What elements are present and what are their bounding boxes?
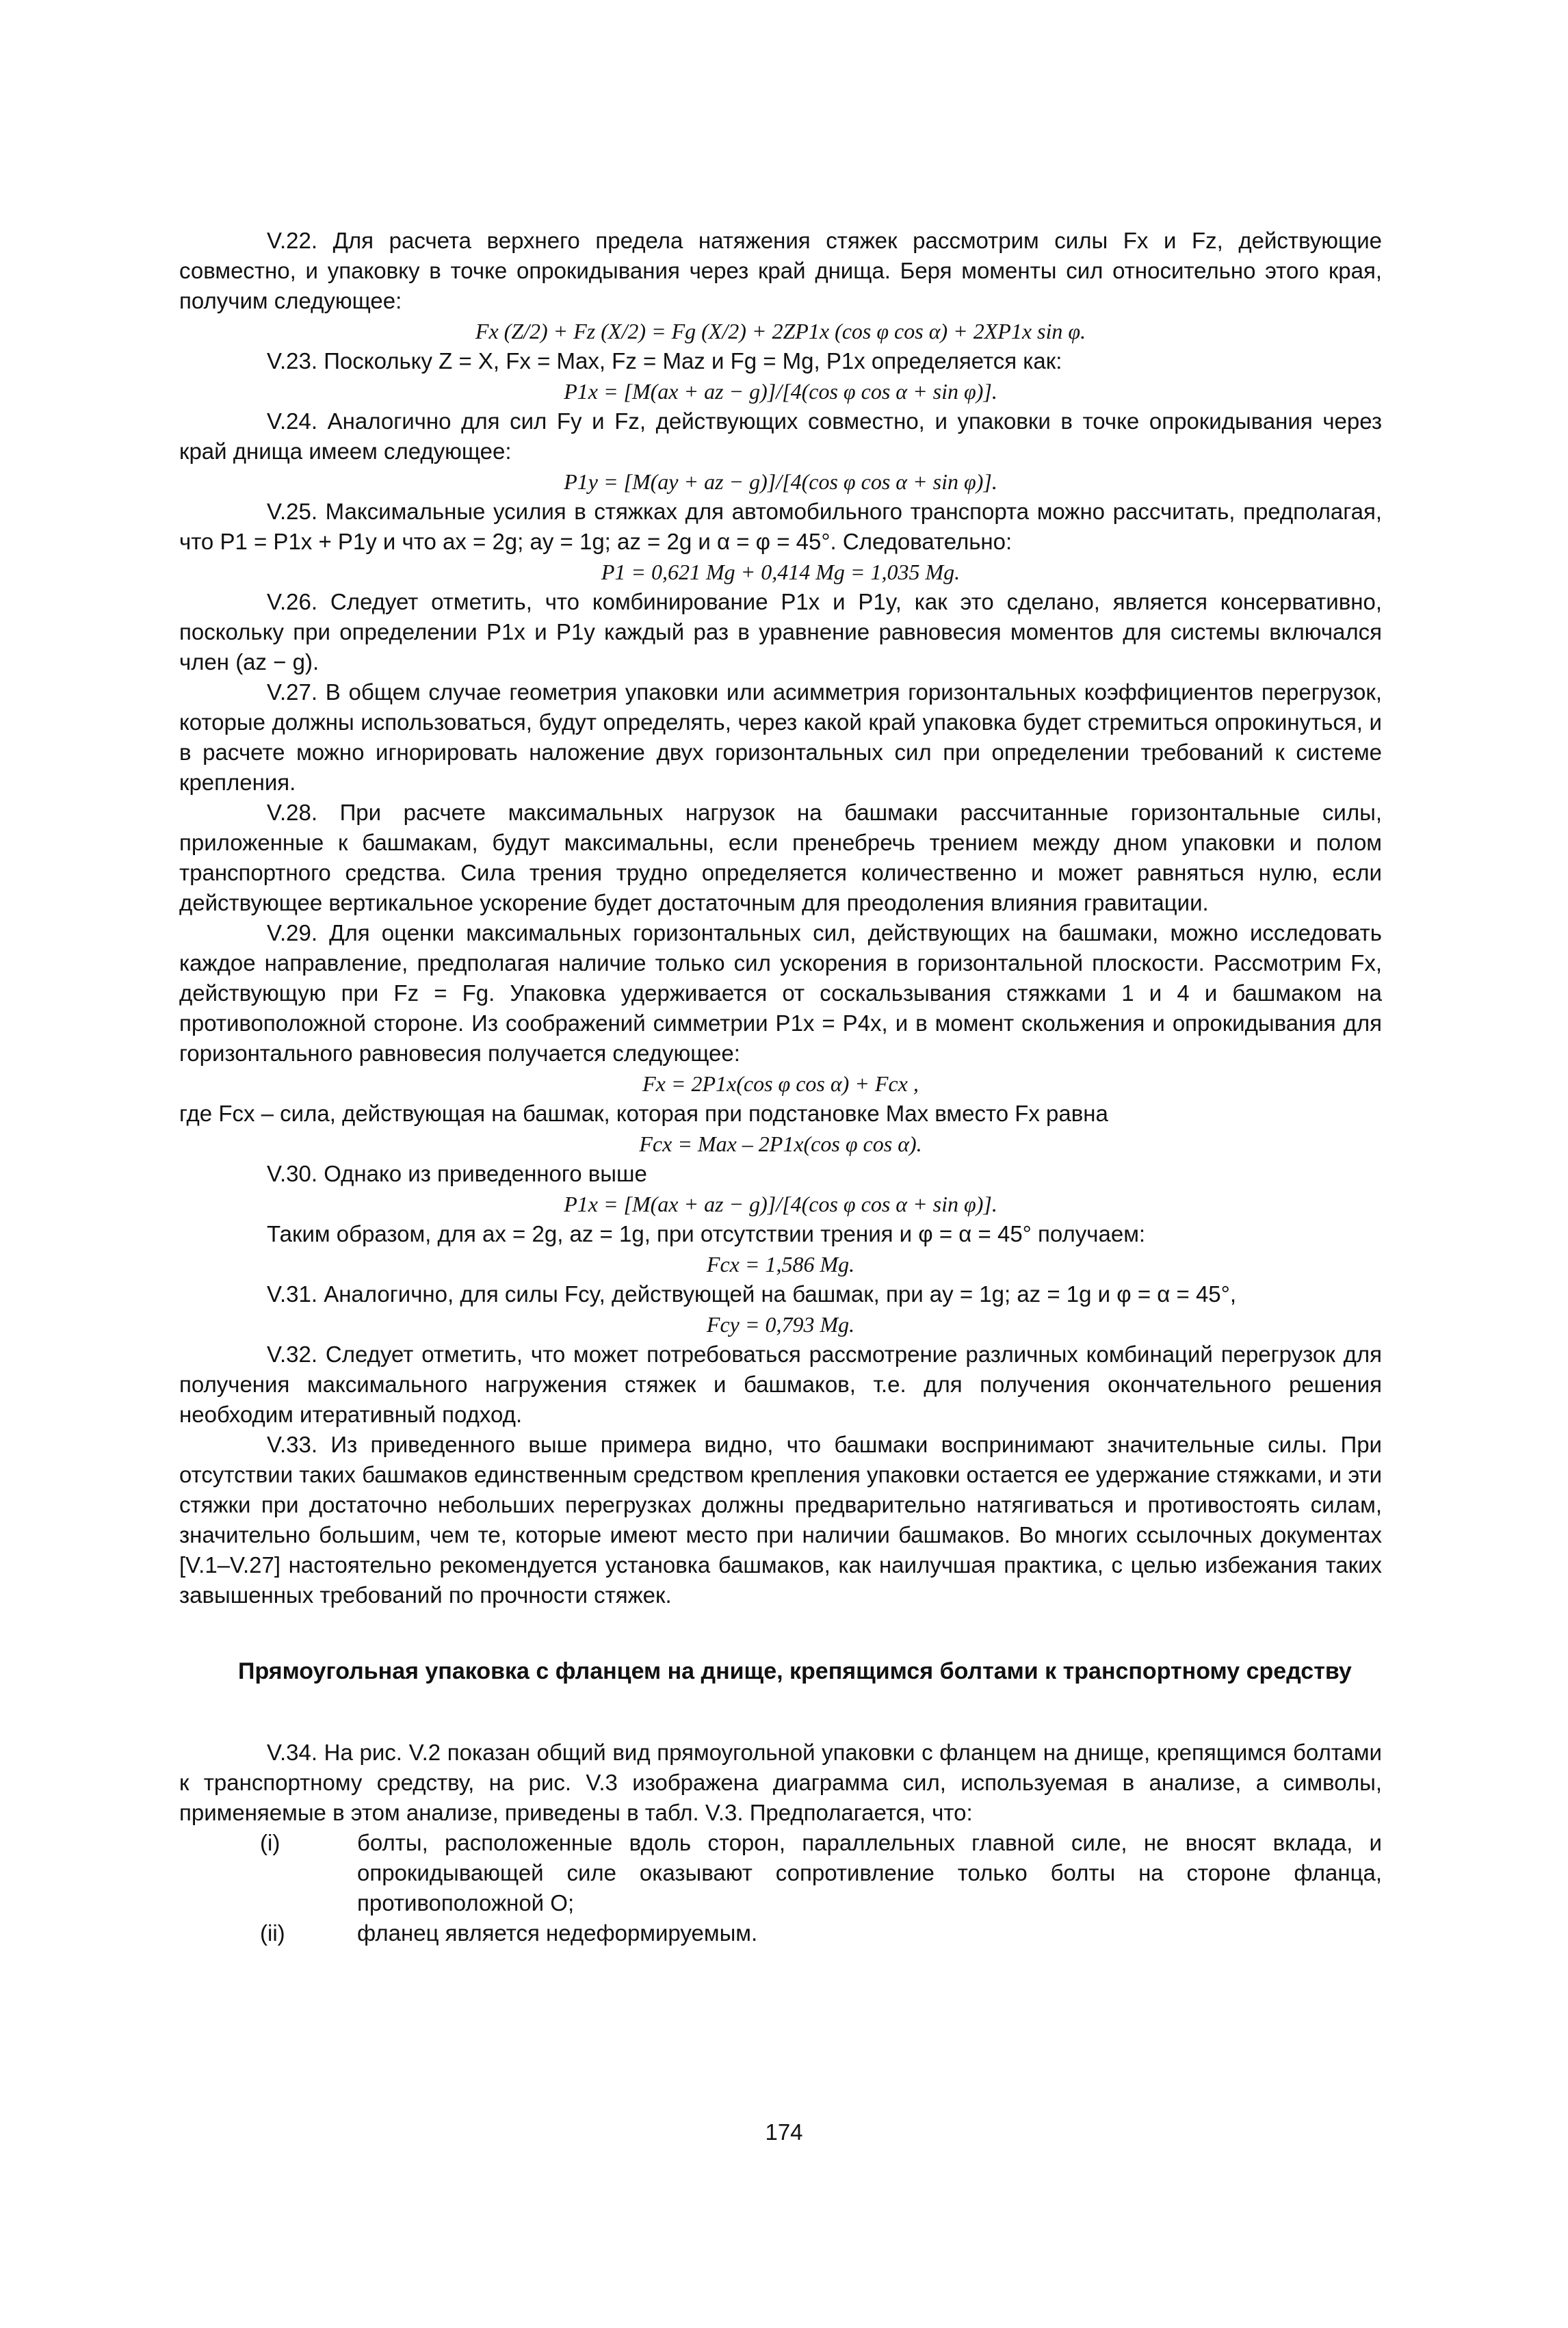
formula-v25: P1 = 0,621 Mg + 0,414 Mg = 1,035 Mg. (601, 560, 961, 584)
assumption-list (179, 1828, 1382, 1948)
list-marker: (ii) (260, 1920, 285, 1946)
list-item-text: болты, расположенные вдоль сторон, параллельных главной силе, не вносят вклада, и опрокидывающей силе оказывают сопротивление только болты на стороне фланца, противоположной O; (357, 1830, 1382, 1915)
paragraph-v28: V.28. При расчете максимальных нагрузок на башмаки рассчитанные горизонтальные силы, приложенные к башмакам, будут максимальны, если пренебречь трением между дном упаковки и полом транспортного средства. Сила трения трудно определяется количественно и может равняться нулю, если действующее вертикальное ускорение будет достаточным для преодоления влияния гравитации. (179, 800, 1382, 915)
paragraph-v23: V.23. Поскольку Z = X, Fx = Max, Fz = Maz и Fg = Mg, P1x определяется как: (267, 348, 1062, 374)
paragraph-v32: V.32. Следует отметить, что может потребоваться рассмотрение различных комбинаций перегрузок для получения максимального нагружения стяжек и башмаков, т.е. для получения окончательного решения необходим итеративный подход. (179, 1342, 1382, 1427)
list-item (179, 1828, 1382, 1918)
paragraph-v31: V.31. Аналогично, для силы Fcy, действующей на башмак, при ay = 1g; az = 1g и φ = α = 45°, (267, 1281, 1237, 1307)
formula-v29-fcx: Fcx = Max – 2P1x(cos φ cos α). (639, 1132, 922, 1156)
list-marker: (i) (260, 1830, 280, 1855)
formula-v22: Fx (Z/2) + Fz (X/2) = Fg (X/2) + 2ZP1x (cos φ cos α) + 2XP1x sin φ. (475, 319, 1086, 343)
formula-v30: P1x = [M(ax + az − g)]/[4(cos φ cos α + sin φ)]. (564, 1192, 997, 1216)
paragraph-v26: V.26. Следует отметить, что комбинирование P1x и P1y, как это сделано, является консервативно, поскольку при определении P1x и P1y каждый раз в уравнение равновесия моментов для системы включался член (az − g). (179, 589, 1382, 675)
formula-v24: P1y = [M(ay + az − g)]/[4(cos φ cos α + sin φ)]. (564, 469, 997, 494)
list-item-text: фланец является недеформируемым. (357, 1920, 758, 1946)
formula-v31: Fcy = 0,793 Mg. (706, 1312, 855, 1337)
page-number: 174 (765, 2119, 803, 2145)
formula-v30-fcx-value: Fcx = 1,586 Mg. (706, 1252, 855, 1277)
paragraph-v27: V.27. В общем случае геометрия упаковки или асимметрия горизонтальных коэффициентов перегрузок, которые должны использоваться, будут определять, через какой край упаковка будет стремиться опрокинуться, и в расчете можно игнорировать наложение двух горизонтальных сил при определении требований к системе крепления. (179, 679, 1382, 795)
list-item (179, 1918, 1382, 1948)
paragraph-v29-continued: где Fcx – сила, действующая на башмак, которая при подстановке Max вместо Fx равна (179, 1101, 1108, 1126)
section-heading: Прямоугольная упаковка с фланцем на днище, крепящимся болтами к транспортному средству (238, 1658, 1352, 1684)
paragraph-v33: V.33. Из приведенного выше примера видно, что башмаки воспринимают значительные силы. При отсутствии таких башмаков единственным средством крепления упаковки остается ее удержание стяжками, и эти стяжки при достаточно небольших перегрузках должны предварительно натягиваться и противостоять силам, значительно большим, чем те, которые имеют место при наличии башмаков. Во многих ссылочных документах [V.1–V.27] настоятельно рекомендуется установка башмаков, как наилучшая практика, с целью избежания таких завышенных требований по прочности стяжек. (179, 1432, 1382, 1608)
paragraph-v24: V.24. Аналогично для сил Fy и Fz, действующих совместно, и упаковки в точке опрокидывания через край днища имеем следующее: (179, 408, 1382, 464)
formula-v23: P1x = [M(ax + az − g)]/[4(cos φ cos α + sin φ)]. (564, 379, 997, 404)
formula-v29: Fx = 2P1x(cos φ cos α) + Fcx , (642, 1071, 919, 1096)
paragraph-v22: V.22. Для расчета верхнего предела натяжения стяжек рассмотрим силы Fx и Fz, действующие совместно, и упаковку в точке опрокидывания через край днища. Беря моменты сил относительно этого края, получим следующее: (179, 228, 1382, 313)
paragraph-v30-continued: Таким образом, для ax = 2g, az = 1g, при отсутствии трения и φ = α = 45° получаем: (267, 1221, 1146, 1246)
paragraph-v34: V.34. На рис. V.2 показан общий вид прямоугольной упаковки с фланцем на днище, крепящимся болтами к транспортному средству, на рис. V.3 изображена диаграмма сил, используемая в анализе, а символы, применяемые в этом анализе, приведены в табл. V.3. Предполагается, что: (179, 1740, 1382, 1825)
paragraph-v30: V.30. Однако из приведенного выше (267, 1161, 647, 1186)
paragraph-v29: V.29. Для оценки максимальных горизонтальных сил, действующих на башмаки, можно исследовать каждое направление, предполагая наличие только сил ускорения в горизонтальной плоскости. Рассмотрим Fx, действующую при Fz = Fg. Упаковка удерживается от соскальзывания стяжками 1 и 4 и башмаком на противоположной стороне. Из соображений симметрии P1x = P4x, и в момент скольжения и опрокидывания для горизонтального равновесия получается следующее: (179, 920, 1382, 1066)
paragraph-v25: V.25. Максимальные усилия в стяжках для автомобильного транспорта можно рассчитать, предполагая, что P1 = P1x + P1y и что ax = 2g; ay = 1g; az = 2g и α = φ = 45°. Следовательно: (179, 499, 1382, 554)
